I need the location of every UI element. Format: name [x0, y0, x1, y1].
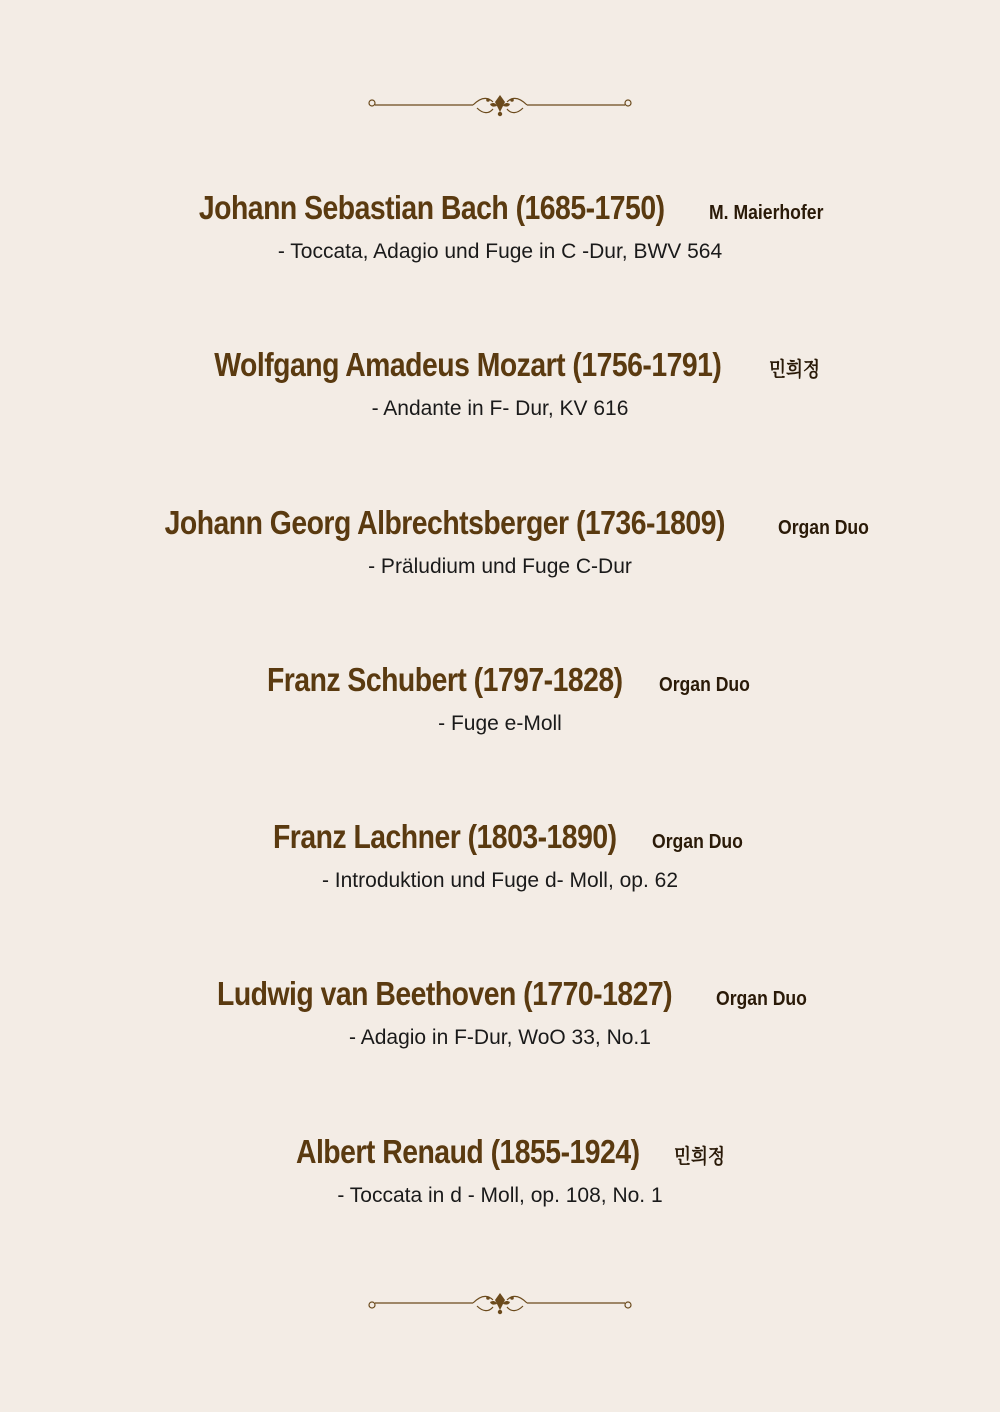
composer-name: Johann Sebastian Bach (1685-1750) [198, 189, 665, 226]
performer-name: Organ Duo [651, 831, 743, 854]
program-entry [0, 337, 1000, 494]
composer-line [0, 337, 1000, 393]
program-entry [0, 809, 1000, 966]
program-entry [0, 652, 1000, 809]
composer-line [0, 180, 1000, 236]
performer-name: M. Maierhofer [709, 202, 824, 224]
flourish-divider-icon [365, 1288, 635, 1318]
program-entry [0, 1124, 1000, 1281]
piece-title: - Fuge e-Moll [438, 711, 562, 735]
performer-name: 민희정 [769, 359, 821, 382]
performer-name: 민희정 [674, 1145, 726, 1168]
composer-line [0, 1124, 1000, 1180]
composer-line [0, 809, 1000, 865]
composer-line [0, 495, 1000, 551]
piece-title: - Andante in F- Dur, KV 616 [371, 397, 629, 421]
program-entry [0, 180, 1000, 337]
piece-title: - Adagio in F-Dur, WoO 33, No.1 [349, 1026, 651, 1050]
piece-title: - Introduktion und Fuge d- Moll, op. 62 [321, 869, 679, 893]
program-entry [0, 966, 1000, 1123]
program-entry [0, 495, 1000, 652]
piece-title: - Toccata in d - Moll, op. 108, No. 1 [337, 1183, 663, 1207]
composer-line [0, 652, 1000, 708]
performer-name: Organ Duo [658, 673, 750, 696]
composer-name: Albert Renaud (1855-1924) [295, 1132, 640, 1170]
piece-title: - Toccata, Adagio und Fuge in C -Dur, BWV 564 [277, 240, 723, 263]
flourish-divider-icon [365, 90, 635, 120]
composer-name: Ludwig van Beethoven (1770-1827) [217, 975, 673, 1013]
composer-name: Franz Schubert (1797-1828) [266, 660, 623, 698]
piece-title: - Präludium und Fuge C-Dur [368, 554, 632, 578]
composer-name: Johann Georg Albrechtsberger (1736-1809) [164, 503, 725, 541]
composer-name: Wolfgang Amadeus Mozart (1756-1791) [213, 346, 722, 384]
performer-name: Organ Duo [716, 988, 808, 1011]
composer-name: Franz Lachner (1803-1890) [272, 818, 617, 856]
program-list [0, 180, 1000, 1281]
performer-name: Organ Duo [777, 516, 869, 539]
composer-line [0, 966, 1000, 1022]
